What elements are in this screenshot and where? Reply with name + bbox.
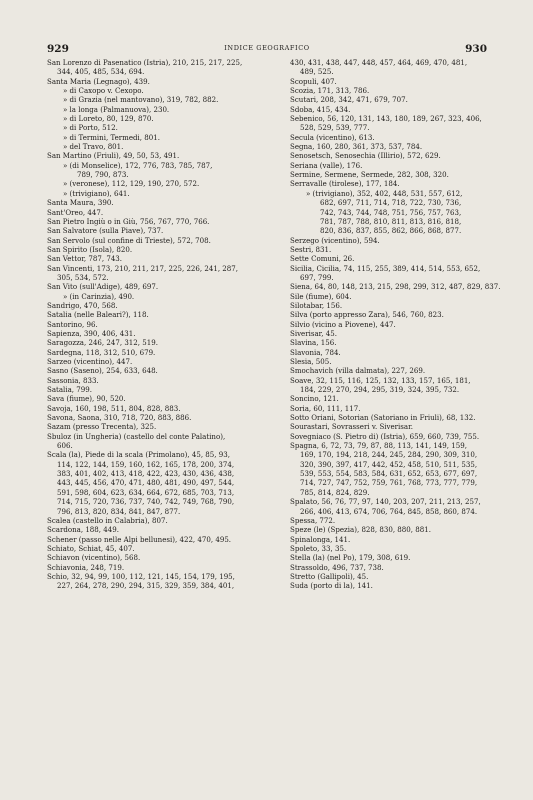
index-entry: [290, 77, 491, 86]
index-entry-line: 383, 401, 402, 413, 418, 422, 423, 430, 436, 438,: [57, 469, 235, 479]
index-entry-line: 742, 743, 744, 748, 751, 756, 757, 763,: [320, 207, 462, 217]
index-entry-line: Soave, 32, 115, 116, 125, 132, 133, 157, 165, 181,: [290, 375, 471, 385]
index-entry-line: Sourastari, Sovrasseri v. Siverisar.: [290, 422, 413, 432]
index-entry: [290, 133, 491, 142]
index-entry-line: Sile (fiume), 604.: [290, 291, 352, 301]
index-entry-line: Serravalle (tirolese), 177, 184.: [290, 179, 400, 189]
index-entry: [290, 413, 491, 422]
index-entry-line: Siena, 64, 80, 148, 213, 215, 298, 299, 312, 487, 829, 837.: [290, 282, 501, 292]
index-entry-line: Scopuli, 407.: [290, 76, 337, 86]
index-entry-line: Spessa, 772.: [290, 515, 336, 525]
index-entry-line: 697, 799.: [300, 272, 334, 282]
index-entry-line: Sestri, 831.: [290, 244, 332, 254]
index-entry: [290, 254, 491, 263]
index-entry: [290, 516, 491, 525]
index-entry: [47, 142, 275, 151]
index-entry-line: Soria, 60, 111, 117.: [290, 403, 361, 413]
index-entry-line: Slesia, 505.: [290, 357, 332, 366]
index-entry-line: 169, 170, 194, 218, 244, 245, 284, 290, 309, 310,: [300, 450, 478, 460]
index-entry-line: Sette Comuni, 26.: [290, 254, 355, 264]
index-entry-line: Spoleto, 33, 35.: [290, 543, 347, 553]
index-entry-line: » (veronese), 112, 129, 190, 270, 572.: [63, 179, 200, 189]
index-entry: [47, 292, 275, 301]
index-entry: [290, 86, 491, 95]
index-entry: [47, 432, 275, 451]
index-entry-line: San Vito (sull'Adige), 489, 697.: [47, 282, 159, 292]
index-entry-line: Satalia, 799.: [47, 385, 92, 395]
index-entry: [290, 338, 491, 347]
index-entry: [290, 329, 491, 338]
index-entry: [290, 170, 491, 179]
index-entry-line: San Servolo (sul confine di Trieste), 572, 708.: [47, 235, 211, 245]
index-entry-line: Scutari, 208, 342, 471, 679, 707.: [290, 95, 408, 105]
index-entry: [290, 581, 491, 590]
index-entry-line: San Pietro Ingiù o in Giù, 756, 767, 770, 766.: [47, 216, 210, 226]
index-entry: [47, 376, 275, 385]
index-entry: [290, 58, 491, 77]
index-entry: [47, 385, 275, 394]
index-entry-line: Silva (porto appresso Zara), 546, 760, 823.: [290, 310, 444, 320]
index-entry: [290, 544, 491, 553]
index-entry: [47, 544, 275, 553]
index-entry: [47, 254, 275, 263]
index-entry: [290, 310, 491, 319]
index-entry-line: Scalea (castello in Calabria), 807.: [47, 515, 168, 525]
index-entry: [290, 525, 491, 534]
index-entry: [47, 86, 275, 95]
index-entry-line: Senosetsch, Senosechia (Illirio), 572, 629.: [290, 151, 441, 161]
index-entry: [290, 189, 491, 236]
index-entry: [47, 264, 275, 283]
index-entry: [290, 105, 491, 114]
index-entry: [47, 245, 275, 254]
index-entry: [290, 95, 491, 104]
index-entry-line: Silvio (vicino a Piovene), 447.: [290, 319, 396, 329]
right-page-number: 930: [465, 43, 487, 55]
index-entry: [290, 422, 491, 431]
left-page-number: 929: [47, 43, 69, 55]
running-header: [47, 43, 487, 57]
index-entry: [47, 226, 275, 235]
index-entry: [47, 236, 275, 245]
index-entry-line: Sdoba, 415, 434.: [290, 104, 351, 114]
index-entry-line: Stretto (Gallipoli), 45.: [290, 571, 369, 581]
index-entry-line: Sebenico, 56, 120, 131, 143, 180, 189, 267, 323, 406,: [290, 114, 482, 124]
index-entry-line: 714, 727, 747, 752, 759, 761, 768, 773, 777, 779,: [300, 478, 478, 488]
index-entry: [47, 58, 275, 77]
index-entry-line: Sarzeo (vicentino), 447.: [47, 357, 133, 366]
index-entry-line: 785, 814, 824, 829.: [300, 487, 370, 497]
index-entry-line: » (trivigiano), 641.: [63, 188, 130, 198]
index-entry: [47, 208, 275, 217]
index-entry-line: 114, 122, 144, 159, 160, 162, 165, 178, 200, 374,: [57, 459, 235, 469]
index-entry-line: Sardegna, 118, 312, 510, 679.: [47, 347, 156, 357]
index-entry-line: 528, 529, 539, 777.: [300, 123, 370, 133]
index-entry-line: Santa Maria (Legnago), 439.: [47, 76, 150, 86]
index-entry-line: Seriana (valle), 176.: [290, 160, 363, 170]
index-entry: [47, 77, 275, 86]
index-entry-line: 344, 405, 485, 534, 694.: [57, 67, 145, 77]
index-entry-line: Silotabar, 156.: [290, 300, 343, 310]
index-entry: [290, 245, 491, 254]
index-entry: [290, 151, 491, 160]
index-entry-line: Scala (la), Piede di la scala (Primolano), 45, 85, 93,: [47, 450, 230, 460]
index-entry-line: San Spirito (Isola), 820.: [47, 244, 133, 254]
index-entry-line: Schiavon (vicentino), 568.: [47, 553, 141, 563]
index-entry: [47, 422, 275, 431]
index-entry-line: Soncino, 121.: [290, 394, 339, 404]
index-entry: [290, 572, 491, 581]
index-entry: [47, 95, 275, 104]
index-entry-line: Slavina, 156.: [290, 338, 337, 348]
index-entry-line: Stella (la) (nel Po), 179, 308, 619.: [290, 553, 411, 563]
index-entry-line: » di Grazia (nel mantovano), 319, 782, 882.: [63, 95, 219, 105]
index-entry: [290, 301, 491, 310]
index-entry-line: Suda (porto di la), 141.: [290, 581, 373, 591]
index-entry: [290, 114, 491, 133]
index-entry-line: Schio, 32, 94, 99, 100, 112, 121, 145, 154, 179, 195,: [47, 571, 235, 581]
index-entry: [47, 525, 275, 534]
index-entry-line: Sovegniaco (S. Pietro di) (Istria), 659, 660, 739, 755.: [290, 431, 480, 441]
index-entry-line: Sotto Oriani, Sotorian (Satoriano in Friuli), 68, 132.: [290, 413, 476, 423]
index-entry: [47, 105, 275, 114]
index-entry: [47, 338, 275, 347]
index-entry-line: Serzego (vicentino), 594.: [290, 235, 380, 245]
index-entry-line: Sasno (Saseno), 254, 633, 648.: [47, 366, 158, 376]
index-entry: [47, 572, 275, 591]
index-entry-line: 227, 264, 278, 290, 294, 315, 329, 359, 384, 401,: [57, 581, 235, 591]
index-entry: [290, 535, 491, 544]
index-entry-line: Sicilia, Cicilia, 74, 115, 255, 389, 414, 514, 553, 652,: [290, 263, 481, 273]
index-entry: [290, 161, 491, 170]
index-entry-line: Saragozza, 246, 247, 312, 519.: [47, 338, 158, 348]
index-entry-line: 714, 715, 720, 736, 737, 740, 742, 749, 768, 790,: [57, 497, 235, 507]
index-column-left: [47, 58, 275, 591]
index-entry: [47, 189, 275, 198]
index-entry-line: 682, 697, 711, 714, 718, 722, 730, 736,: [320, 198, 462, 208]
index-entry: [290, 282, 501, 292]
index-entry-line: Sapienza, 390, 406, 431.: [47, 328, 136, 338]
index-entry: [290, 320, 491, 329]
index-entry-line: » di Termini, Termedi, 801.: [63, 132, 160, 142]
index-entry-line: Speze (le) (Spezia), 828, 830, 880, 881.: [290, 525, 431, 535]
index-entry: [47, 161, 275, 180]
index-entry-line: Schiavonia, 248, 719.: [47, 562, 125, 572]
index-entry: [47, 563, 275, 572]
index-entry-line: 320, 390, 397, 417, 442, 452, 458, 510, 511, 535,: [300, 459, 478, 469]
index-entry: [47, 357, 275, 366]
index-entry-line: Santa Maura, 390.: [47, 198, 114, 208]
index-entry-line: 539, 553, 554, 583, 584, 631, 652, 653, 677, 697,: [300, 469, 478, 479]
index-entry: [290, 264, 491, 283]
index-entry-line: » (trivigiano), 352, 402, 448, 531, 557, 612,: [306, 188, 463, 198]
index-entry: [47, 179, 275, 188]
index-entry: [290, 441, 491, 497]
index-entry: [290, 376, 491, 395]
index-entry-line: 305, 534, 572.: [57, 272, 109, 282]
index-entry-line: Spinalonga, 141.: [290, 534, 351, 544]
index-entry: [47, 114, 275, 123]
index-entry-line: Siverisar, 45.: [290, 328, 337, 338]
index-entry-line: San Martino (Friuli), 49, 50, 53, 491.: [47, 151, 180, 161]
index-entry: [47, 348, 275, 357]
index-entry: [47, 553, 275, 562]
index-entry-line: Smochavich (villa dalmata), 227, 269.: [290, 366, 426, 376]
index-entry-line: Satalia (nelle Baleari?), 118.: [47, 310, 149, 320]
index-entry-line: Secula (vicentino), 613.: [290, 132, 375, 142]
index-entry-line: 489, 525.: [300, 67, 334, 77]
index-entry: [47, 320, 275, 329]
index-entry-line: Sermine, Sermene, Sermede, 282, 308, 320.: [290, 170, 449, 180]
index-entry: [290, 236, 491, 245]
index-entry: [290, 366, 491, 375]
index-entry-line: Spagna, 6, 72, 73, 79, 87, 88, 113, 141, 149, 159,: [290, 441, 467, 451]
index-entry: [47, 394, 275, 403]
index-entry-line: Savona, Saona, 310, 718, 720, 883, 886.: [47, 413, 192, 423]
index-entry: [47, 310, 275, 319]
index-entry-line: » di Loreto, 80, 129, 870.: [63, 114, 154, 124]
index-entry-line: Sassonia, 833.: [47, 375, 99, 385]
index-entry-line: » (di Monselice), 172, 776, 783, 785, 787,: [63, 160, 213, 170]
index-entry: [290, 394, 491, 403]
index-entry-line: Segna, 160, 280, 361, 373, 537, 784.: [290, 142, 423, 152]
index-entry: [47, 366, 275, 375]
index-entry-line: Scozia, 171, 313, 786.: [290, 86, 370, 96]
index-entry: [290, 142, 491, 151]
index-entry-line: 781, 787, 788, 810, 811, 813, 816, 818,: [320, 216, 462, 226]
index-entry-line: Schiato, Schiat, 45, 407.: [47, 543, 135, 553]
index-entry: [47, 404, 275, 413]
index-entry-line: Schener (passo nelle Alpi bellunesi), 422, 470, 495.: [47, 534, 232, 544]
index-entry: [47, 413, 275, 422]
index-entry: [290, 179, 491, 188]
index-column-right: [290, 58, 501, 591]
index-entry-line: 796, 813, 820, 834, 841, 847, 877.: [57, 506, 181, 516]
index-entry: [47, 516, 275, 525]
index-entry: [290, 404, 491, 413]
index-entry: [47, 123, 275, 132]
index-entry-line: 591, 598, 604, 623, 634, 664, 672, 685, 703, 713,: [57, 487, 235, 497]
index-entry-line: Santorino, 96.: [47, 319, 98, 329]
index-entry: [47, 133, 275, 142]
index-entry-line: Spalato, 56, 76, 77, 97, 140, 203, 207, 211, 213, 257,: [290, 497, 481, 507]
index-entry: [47, 217, 275, 226]
index-entry: [290, 348, 491, 357]
index-entry-line: 184, 229, 270, 294, 295, 319, 324, 395, 732.: [300, 385, 460, 395]
index-entry-line: San Salvatore (sulla Piave), 737.: [47, 226, 164, 236]
index-entry-line: » di Caxopo v. Cexopo.: [63, 86, 144, 96]
index-entry-line: Sandrigo, 470, 568.: [47, 300, 118, 310]
index-entry-line: » di Porto, 512.: [63, 123, 118, 133]
index-entry: [47, 301, 275, 310]
index-entry: [290, 497, 491, 516]
index-entry-line: Slavonia, 784.: [290, 347, 341, 357]
index-entry: [47, 450, 275, 515]
index-entry: [290, 553, 491, 562]
index-entry-line: San Lorenzo di Pasenatico (Istria), 210, 215, 217, 225,: [47, 58, 243, 67]
index-entry-line: Sazam (presso Trecenta), 325.: [47, 422, 157, 432]
index-entry: [290, 292, 491, 301]
index-entry: [47, 535, 275, 544]
index-entry: [47, 329, 275, 338]
index-entry-line: » (in Carinzia), 490.: [63, 291, 135, 301]
index-entry-line: 606.: [57, 441, 73, 451]
index-entry-line: 820, 836, 837, 855, 862, 866, 868, 877.: [320, 226, 462, 236]
index-entry-line: » la longa (Palmanuova), 230.: [63, 104, 170, 114]
index-entry-line: 430, 431, 438, 447, 448, 457, 464, 469, 470, 481,: [290, 58, 468, 67]
index-entry-line: 789, 790, 873.: [77, 170, 129, 180]
index-entry-line: Savoja, 160, 198, 511, 804, 828, 883.: [47, 403, 181, 413]
index-entry-line: San Vincenti, 173, 210, 211, 217, 225, 226, 241, 287,: [47, 263, 238, 273]
index-entry: [290, 563, 491, 572]
index-entry-line: Sbuloz (in Ungheria) (castello del conte Palatino),: [47, 431, 226, 441]
index-entry-line: San Vettor, 787, 743.: [47, 254, 123, 264]
index-entry: [47, 151, 275, 160]
index-entry-line: » del Travo, 801.: [63, 142, 124, 152]
index-entry-line: Sant'Oreo, 447.: [47, 207, 104, 217]
running-title: INDICE GEOGRAFICO: [224, 44, 310, 52]
index-entry-line: 266, 406, 413, 674, 706, 764, 845, 858, 860, 874.: [300, 506, 478, 516]
index-entry: [290, 432, 491, 441]
index-entry: [290, 357, 491, 366]
index-entry-line: Sava (fiume), 90, 520.: [47, 394, 126, 404]
index-entry-line: Scardona, 188, 449.: [47, 525, 119, 535]
index-entry: [47, 282, 275, 291]
index-entry: [47, 198, 275, 207]
index-entry-line: Strassoldo, 496, 737, 738.: [290, 562, 384, 572]
index-entry-line: 443, 445, 456, 470, 471, 480, 481, 490, 497, 544,: [57, 478, 235, 488]
